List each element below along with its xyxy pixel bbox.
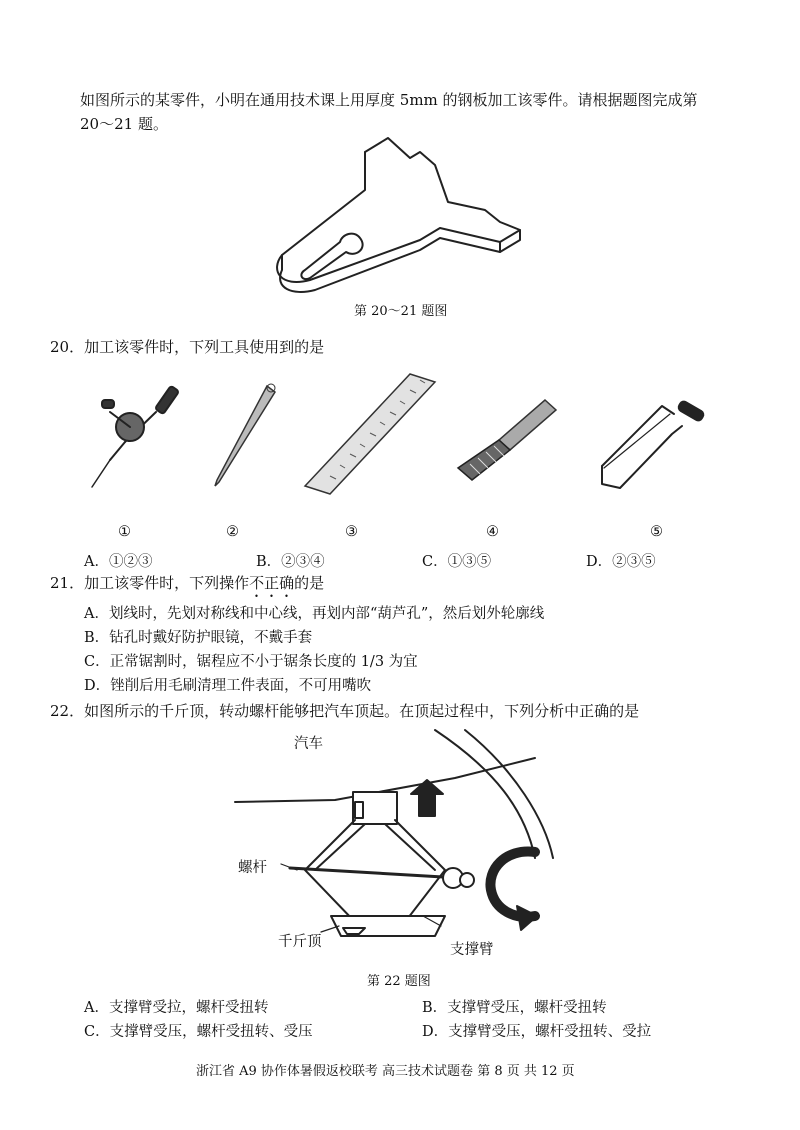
q22-option-c[interactable]: C．支撑臂受压，螺杆受扭转、受压 — [84, 1024, 313, 1040]
tool-number-3: ③ — [345, 524, 358, 540]
hand-drill-icon — [80, 382, 190, 492]
figure-20-21-caption: 第 20～21 题图 — [354, 304, 448, 319]
q21-option-a[interactable]: A．划线时，先划对称线和中心线，再划内部“葫芦孔”，然后划外轮廓线 — [84, 606, 545, 622]
intro-line-2: 20～21 题。 — [80, 115, 168, 133]
q21-stem — [50, 572, 324, 601]
q20-option-b[interactable]: B．②③④ — [256, 554, 325, 570]
q21-option-b[interactable]: B．钻孔时戴好防护眼镜，不戴手套 — [84, 630, 313, 646]
q22-stem: 22．如图所示的千斤顶，转动螺杆能够把汽车顶起。在顶起过程中，下列分析中正确的是 — [50, 702, 640, 720]
page-footer: 浙江省 A9 协作体暑假返校联考 高三技术试题卷 第 8 页 共 12 页 — [196, 1064, 575, 1079]
steel-ruler-icon — [300, 372, 440, 497]
tool-number-5: ⑤ — [650, 524, 663, 540]
scriber-icon — [205, 382, 280, 492]
q21-option-d[interactable]: D．锉削后用毛刷清理工件表面，不可用嘴吹 — [84, 678, 372, 694]
screw-label: 螺杆 — [238, 860, 267, 876]
q20-option-c[interactable]: C．①③⑤ — [422, 554, 492, 570]
q22-option-d[interactable]: D．支撑臂受压，螺杆受扭转、受拉 — [422, 1024, 652, 1040]
intro-paragraph — [80, 88, 760, 136]
intro-line-1: 如图所示的某零件，小明在通用技术课上用厚度 5mm 的钢板加工该零件。请根据题图完成第 — [80, 91, 698, 109]
figure-22-caption: 第 22 题图 — [367, 974, 431, 989]
q21-stem-emphasis: 不正确 — [249, 574, 295, 592]
q20-option-a[interactable]: A．①②③ — [84, 554, 153, 570]
tool-number-4: ④ — [486, 524, 499, 540]
q22-option-a[interactable]: A．支撑臂受拉，螺杆受扭转 — [84, 1000, 269, 1016]
jack-label: 千斤顶 — [278, 934, 322, 950]
car-label: 汽车 — [294, 736, 323, 752]
tool-number-1: ① — [118, 524, 131, 540]
q20-option-d[interactable]: D．②③⑤ — [586, 554, 656, 570]
part-figure — [270, 130, 530, 290]
q21-option-c[interactable]: C．正常锯割时，锯程应不小于锯条长度的 1/3 为宜 — [84, 654, 418, 670]
q21-stem-before: 21．加工该零件时，下列操作 — [50, 574, 250, 592]
q22-option-b[interactable]: B．支撑臂受压，螺杆受扭转 — [422, 1000, 607, 1016]
support-arm-label: 支撑臂 — [450, 942, 494, 958]
q20-stem: 20．加工该零件时，下列工具使用到的是 — [50, 338, 325, 356]
tap-icon — [450, 396, 560, 486]
q21-stem-after: 的是 — [294, 574, 325, 592]
tool-number-2: ② — [226, 524, 239, 540]
hacksaw-icon — [592, 396, 712, 491]
